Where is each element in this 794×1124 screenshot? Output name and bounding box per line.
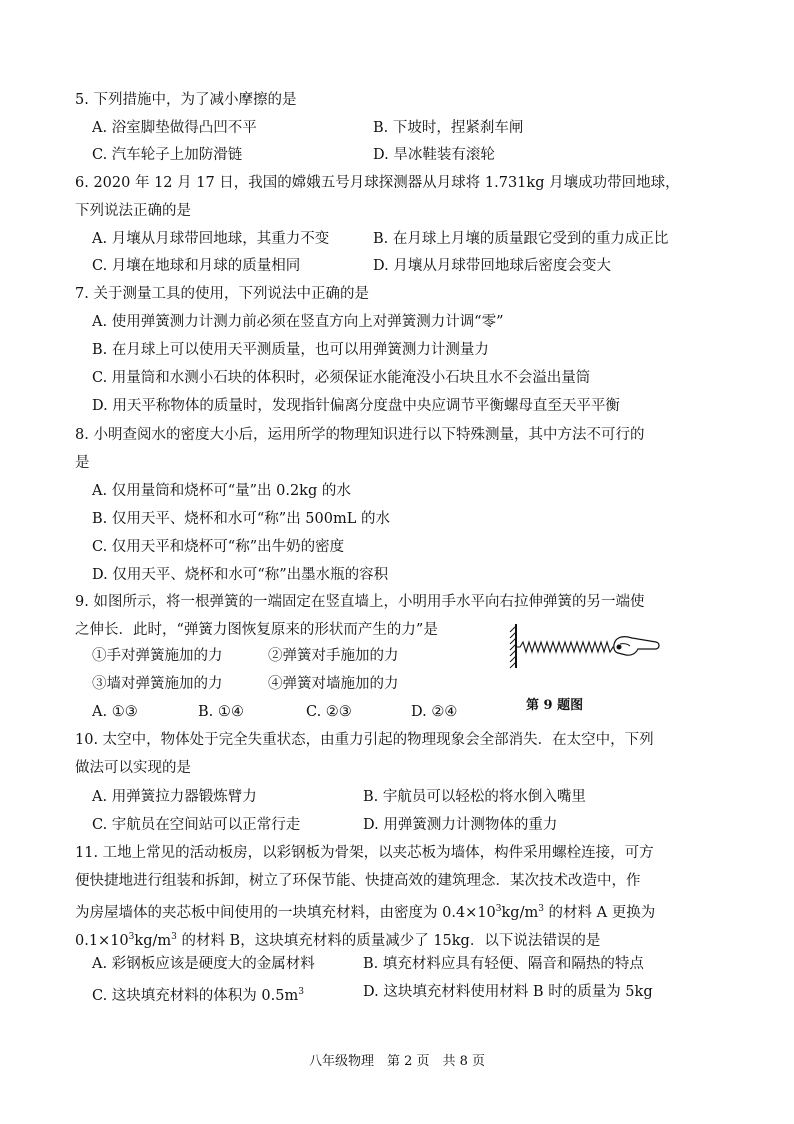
- q6-option-a: A. 月壤从月球带回地球，其重力不变: [92, 231, 330, 247]
- q8-option-d: D. 仅用天平、烧杯和水可“称”出墨水瓶的容积: [92, 567, 389, 583]
- q9-spring-figure: [506, 622, 666, 672]
- q11-stem-line4-part1: 0.1×10: [75, 932, 129, 949]
- q7-option-c: C. 用量筒和水测小石块的体积时，必须保证水能淹没小石块且水不会溢出量筒: [92, 370, 591, 386]
- q5-option-c: C. 汽车轮子上加防滑链: [92, 147, 243, 163]
- q11-exp-c: 3: [128, 932, 135, 942]
- q11-option-c-text: C. 这块填充材料的体积为 0.5m: [92, 987, 299, 1004]
- q6-stem-line2: 下列说法正确的是: [75, 203, 191, 219]
- q11-option-b: B. 填充材料应具有轻便、隔音和隔热的特点: [363, 956, 644, 972]
- q9-stem-line1: 9. 如图所示，将一根弹簧的一端固定在竖直墙上，小明用手水平向右拉伸弹簧的另一端使: [75, 594, 645, 610]
- q8-stem-line2: 是: [75, 455, 90, 471]
- q8-option-a: A. 仅用量筒和烧杯可“量”出 0.2kg 的水: [92, 483, 351, 499]
- q10-option-b: B. 宇航员可以轻松的将水倒入嘴里: [363, 789, 586, 805]
- q9-statement-1: ①手对弹簧施加的力: [92, 648, 223, 664]
- q9-stem-line2: 之伸长．此时，“弹簧力图恢复原来的形状而产生的力”是: [75, 622, 438, 638]
- q11-exp-d: 3: [171, 932, 177, 942]
- q7-option-a: A. 使用弹簧测力计测力前必须在竖直方向上对弹簧测力计调“零”: [92, 314, 504, 330]
- q11-stem-line3-part2: kg/m: [501, 904, 539, 921]
- q8-stem-line1: 8. 小明查阅水的密度大小后，运用所学的物理知识进行以下特殊测量，其中方法不可行的: [75, 427, 645, 443]
- q10-option-c: C. 宇航员在空间站可以正常行走: [92, 817, 301, 833]
- q8-option-b: B. 仅用天平、烧杯和水可“称”出 500mL 的水: [92, 511, 390, 527]
- q10-stem-line2: 做法可以实现的是: [75, 760, 191, 776]
- q7-stem: 7. 关于测量工具的使用，下列说法中正确的是: [75, 286, 369, 302]
- q11-stem-line3-part3: 的材料 A 更换为: [543, 904, 656, 921]
- q5-option-a: A. 浴室脚垫做得凸凹不平: [92, 120, 257, 136]
- q11-option-d: D. 这块填充材料使用材料 B 时的质量为 5kg: [363, 984, 653, 1000]
- q11-stem-line3-part1: 为房屋墙体的夹芯板中间使用的一块填充材料，由密度为 0.4×10: [75, 904, 496, 921]
- q11-option-c: [92, 982, 304, 1006]
- q11-stem-line4: [75, 927, 600, 951]
- q11-stem-line4-part3: 的材料 B，这块填充材料的质量减少了 15kg．以下说法错误的是: [176, 932, 601, 949]
- q10-stem-line1: 10. 太空中，物体处于完全失重状态，由重力引起的物理现象会全部消失．在太空中，下列: [75, 732, 654, 748]
- q9-statement-4: ④弹簧对墙施加的力: [268, 676, 399, 692]
- q9-option-d: D. ②④: [411, 704, 458, 720]
- q9-option-a: A. ①③: [92, 704, 138, 720]
- page-footer: 八年级物理 第 2 页 共 8 页: [308, 1054, 486, 1069]
- q11-exp-a: 3: [495, 904, 502, 914]
- q8-option-c: C. 仅用天平和烧杯可“称”出牛奶的密度: [92, 539, 345, 555]
- q9-option-b: B. ①④: [198, 704, 244, 720]
- q7-option-d: D. 用天平称物体的质量时，发现指针偏离分度盘中央应调节平衡螺母直至天平平衡: [92, 398, 620, 414]
- q10-option-d: D. 用弹簧测力计测物体的重力: [363, 817, 558, 833]
- q11-stem-line2: 便快捷地进行组装和拆卸，树立了环保节能、快捷高效的建筑理念．某次技术改造中，作: [75, 873, 641, 889]
- q9-statement-3: ③墙对弹簧施加的力: [92, 676, 223, 692]
- q10-option-a: A. 用弹簧拉力器锻炼臂力: [92, 789, 257, 805]
- q9-statement-2: ②弹簧对手施加的力: [268, 648, 399, 664]
- q5-option-d: D. 旱冰鞋装有滚轮: [373, 147, 495, 163]
- q11-exp-b: 3: [538, 904, 544, 914]
- q6-option-d: D. 月壤从月球带回地球后密度会变大: [373, 258, 611, 274]
- q9-option-c: C. ②③: [306, 704, 352, 720]
- q6-stem-line1: 6. 2020 年 12 月 17 日，我国的嫦娥五号月球探测器从月球将 1.731kg 月壤成功带回地球，: [75, 175, 680, 191]
- spring-coil: [516, 642, 618, 652]
- q11-stem-line3: [75, 899, 655, 923]
- q11-option-a: A. 彩钢板应该是硬度大的金属材料: [92, 956, 315, 972]
- q11-stem-line1: 11. 工地上常见的活动板房，以彩钢板为骨架，以夹芯板为墙体，构件采用螺栓连接，可方: [75, 845, 654, 861]
- q11-option-c-exp: 3: [298, 987, 304, 997]
- q6-option-b: B. 在月球上月壤的质量跟它受到的重力成正比: [373, 231, 669, 247]
- q9-figure-caption: 第 9 题图: [526, 698, 584, 713]
- q7-option-b: B. 在月球上可以使用天平测质量，也可以用弹簧测力计测量力: [92, 342, 489, 358]
- q5-stem: 5. 下列措施中，为了减小摩擦的是: [75, 92, 297, 108]
- q6-option-c: C. 月壤在地球和月球的质量相同: [92, 258, 301, 274]
- q11-stem-line4-part2: kg/m: [134, 932, 172, 949]
- q5-option-b: B. 下坡时，捏紧刹车闸: [373, 120, 524, 136]
